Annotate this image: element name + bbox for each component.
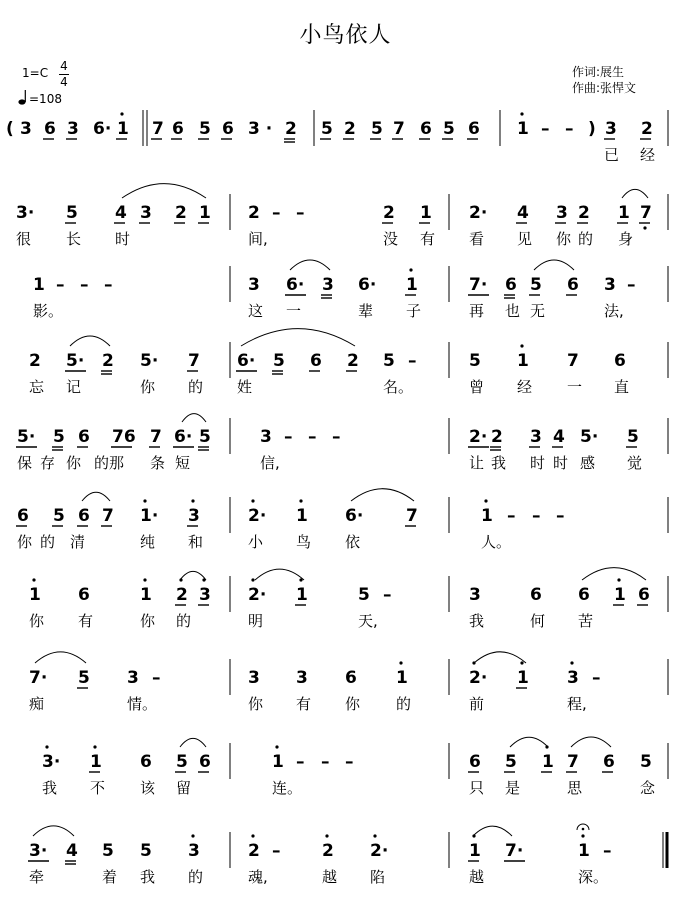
high-octave-dot bbox=[143, 578, 146, 581]
note: 1 bbox=[614, 585, 626, 605]
note: 6 bbox=[78, 427, 90, 447]
lyric: 牵 bbox=[29, 868, 45, 886]
high-octave-dot bbox=[545, 745, 548, 748]
lyric: 的那 bbox=[94, 454, 125, 472]
song-title: 小鸟依人 bbox=[299, 23, 392, 48]
lyric: 依 bbox=[345, 533, 361, 551]
note: 1 bbox=[296, 506, 308, 526]
note: – bbox=[332, 427, 341, 447]
note: 2 bbox=[29, 351, 41, 371]
slur-arc bbox=[351, 489, 414, 501]
high-octave-dot bbox=[120, 112, 123, 115]
note: – bbox=[308, 427, 317, 447]
high-octave-dot bbox=[251, 834, 254, 837]
note: 6 bbox=[468, 119, 480, 139]
lyric: 该 bbox=[140, 779, 156, 797]
slur-arc bbox=[70, 336, 110, 346]
lyric: 是 bbox=[505, 779, 521, 797]
note: 7· bbox=[29, 668, 48, 688]
note: 6 bbox=[17, 506, 29, 526]
note: 3 bbox=[188, 506, 200, 526]
lyric: 名。 bbox=[383, 378, 414, 396]
note: 4 bbox=[66, 841, 78, 861]
slur-arc bbox=[33, 826, 74, 836]
high-octave-dot bbox=[581, 834, 584, 837]
slur-arc bbox=[582, 568, 646, 580]
high-octave-dot bbox=[45, 745, 48, 748]
slur-arc bbox=[290, 260, 330, 270]
lyric: 连。 bbox=[272, 779, 303, 797]
note: 6 bbox=[222, 119, 234, 139]
lyric: 的 bbox=[40, 533, 56, 551]
high-octave-dot bbox=[93, 745, 96, 748]
note: 5 bbox=[443, 119, 455, 139]
lyric: 姓 bbox=[237, 378, 253, 396]
note: 3· bbox=[29, 841, 48, 861]
note: 1 bbox=[199, 203, 211, 223]
note: 1 bbox=[517, 668, 529, 688]
lyric: 身 bbox=[618, 230, 634, 248]
note: 1 bbox=[117, 119, 129, 139]
high-octave-dot bbox=[373, 834, 376, 837]
note: 5 bbox=[53, 427, 65, 447]
note: 6· bbox=[286, 275, 305, 295]
note: 4 bbox=[517, 203, 529, 223]
note: 2· bbox=[248, 506, 267, 526]
note: 5· bbox=[17, 427, 36, 447]
note: 5 bbox=[176, 752, 188, 772]
note: 7 bbox=[406, 506, 418, 526]
note: 2 bbox=[175, 203, 187, 223]
note: 5 bbox=[371, 119, 383, 139]
fermata-dot bbox=[582, 828, 585, 831]
slur-arc bbox=[473, 826, 512, 836]
composer: 作曲:张悍文 bbox=[572, 81, 637, 95]
lyric: 我 bbox=[42, 779, 58, 797]
lyric: 痴 bbox=[29, 695, 45, 713]
note: 7 bbox=[102, 506, 114, 526]
note: – bbox=[152, 668, 161, 688]
lyric: 的 bbox=[578, 230, 594, 248]
lyric: 天, bbox=[358, 612, 378, 630]
note: 3 bbox=[127, 668, 139, 688]
lyric: 经 bbox=[517, 378, 533, 396]
lyric: 辈 bbox=[358, 302, 374, 320]
high-octave-dot bbox=[520, 661, 523, 664]
lyric: 有 bbox=[296, 695, 312, 713]
note: 3 bbox=[67, 119, 79, 139]
note: 2 bbox=[491, 427, 503, 447]
lyric: 留 bbox=[176, 779, 192, 797]
note: 6 bbox=[567, 275, 579, 295]
lyric: 已 bbox=[604, 146, 620, 164]
lyric: 越 bbox=[322, 868, 338, 886]
note: ( bbox=[6, 119, 14, 139]
lyric: 曾 bbox=[469, 378, 485, 396]
note: 2 bbox=[383, 203, 395, 223]
lyric: 让 bbox=[469, 454, 485, 472]
note: 6 bbox=[603, 752, 615, 772]
note: 3 bbox=[556, 203, 568, 223]
lyric: 忘 bbox=[29, 378, 45, 396]
lyric: 再 bbox=[469, 302, 485, 320]
high-octave-dot bbox=[409, 268, 412, 271]
lyric: 我 bbox=[491, 454, 507, 472]
note: 1 bbox=[406, 275, 418, 295]
note: 2 bbox=[641, 119, 653, 139]
note: 5 bbox=[321, 119, 333, 139]
lyric: 你 bbox=[556, 230, 572, 248]
lyric: 魂, bbox=[248, 868, 268, 886]
lyric: 和 bbox=[188, 533, 204, 551]
note: 5 bbox=[273, 351, 285, 371]
note: – bbox=[627, 275, 636, 295]
note: 3 bbox=[605, 119, 617, 139]
note: – bbox=[556, 506, 565, 526]
note: – bbox=[565, 119, 574, 139]
slur-arc bbox=[241, 329, 355, 346]
lyric: 鸟 bbox=[296, 533, 312, 551]
note: 1 bbox=[140, 585, 152, 605]
note: 7 bbox=[640, 203, 652, 223]
note: 5 bbox=[530, 275, 542, 295]
lyric: 影。 bbox=[33, 302, 64, 320]
note: – bbox=[296, 203, 305, 223]
high-octave-dot bbox=[191, 834, 194, 837]
note: 6 bbox=[614, 351, 626, 371]
note: 1 bbox=[481, 506, 493, 526]
note: 5 bbox=[53, 506, 65, 526]
note: 1 bbox=[396, 668, 408, 688]
lyric: 明 bbox=[248, 612, 264, 630]
lyric: 有 bbox=[420, 230, 436, 248]
note: 3 bbox=[604, 275, 616, 295]
lyric: 的 bbox=[188, 378, 204, 396]
key-signature: 1=C bbox=[22, 66, 49, 80]
lyric: 长 bbox=[66, 230, 82, 248]
note: 6· bbox=[358, 275, 377, 295]
note: 5 bbox=[199, 119, 211, 139]
slur-arc bbox=[255, 569, 304, 580]
note: – bbox=[296, 752, 305, 772]
lyric: 直 bbox=[614, 378, 630, 396]
lyricist: 作词:展生 bbox=[572, 65, 625, 79]
note: 2· bbox=[370, 841, 389, 861]
note: 5· bbox=[140, 351, 159, 371]
note: 6 bbox=[345, 668, 357, 688]
note: 6 bbox=[578, 585, 590, 605]
note: 3 bbox=[199, 585, 211, 605]
note: 3· bbox=[42, 752, 61, 772]
note: – bbox=[321, 752, 330, 772]
note: 3 bbox=[322, 275, 334, 295]
lyric: 你 bbox=[345, 695, 361, 713]
slur-arc bbox=[182, 414, 206, 422]
note: 6· bbox=[174, 427, 193, 447]
lyric: 深。 bbox=[578, 868, 609, 886]
note: 2· bbox=[469, 668, 488, 688]
note: 5 bbox=[78, 668, 90, 688]
note: 2 bbox=[578, 203, 590, 223]
note: 5 bbox=[383, 351, 395, 371]
time-signature-bottom: 4 bbox=[60, 75, 68, 89]
lyric: 何 bbox=[530, 612, 546, 630]
note: – bbox=[592, 668, 601, 688]
note: – bbox=[532, 506, 541, 526]
lyric: 没 bbox=[383, 230, 399, 248]
note: 5 bbox=[140, 841, 152, 861]
note: 3 bbox=[296, 668, 308, 688]
lyric: 你 bbox=[248, 695, 264, 713]
slur-arc bbox=[180, 738, 206, 747]
note: 1 bbox=[542, 752, 554, 772]
high-octave-dot bbox=[251, 499, 254, 502]
note: 7· bbox=[505, 841, 524, 861]
lyric: 时 bbox=[530, 454, 546, 472]
lyric: 纯 bbox=[140, 533, 156, 551]
lyric: 很 bbox=[16, 230, 32, 248]
slur-arc bbox=[571, 737, 611, 747]
lyric: 着 bbox=[102, 868, 118, 886]
lyric: 程, bbox=[567, 695, 587, 713]
note: 76 bbox=[112, 427, 136, 447]
note: 1 bbox=[517, 351, 529, 371]
note: – bbox=[383, 585, 392, 605]
note: 2· bbox=[469, 427, 488, 447]
note: 5 bbox=[469, 351, 481, 371]
note: 3 bbox=[469, 585, 481, 605]
note: 6 bbox=[44, 119, 56, 139]
lyric: 保 bbox=[17, 454, 33, 472]
lyric: 一 bbox=[567, 378, 583, 396]
lyric: 短 bbox=[175, 454, 191, 472]
lyric: 时 bbox=[553, 454, 569, 472]
note: 1 bbox=[272, 752, 284, 772]
lyric: 有 bbox=[78, 612, 94, 630]
slur-arc bbox=[35, 652, 86, 663]
note: 5 bbox=[66, 203, 78, 223]
lyric: 时 bbox=[115, 230, 131, 248]
slur-arc bbox=[180, 571, 206, 580]
note: 4 bbox=[115, 203, 127, 223]
lyric: 你 bbox=[140, 378, 156, 396]
lyric: 我 bbox=[140, 868, 156, 886]
note: 2 bbox=[344, 119, 356, 139]
note: 5· bbox=[66, 351, 85, 371]
lyric: 一 bbox=[286, 302, 302, 320]
slur-arc bbox=[122, 184, 206, 198]
note: 1 bbox=[618, 203, 630, 223]
high-octave-dot bbox=[143, 499, 146, 502]
slur-arc bbox=[534, 260, 574, 270]
note: 3 bbox=[530, 427, 542, 447]
lyric: 不 bbox=[90, 779, 106, 797]
note: 6 bbox=[310, 351, 322, 371]
lyric: 苦 bbox=[578, 612, 594, 630]
note: – bbox=[272, 203, 281, 223]
lyric: 记 bbox=[66, 378, 82, 396]
note: 2 bbox=[248, 203, 260, 223]
note: 4 bbox=[553, 427, 565, 447]
note: 6 bbox=[638, 585, 650, 605]
note: 7· bbox=[469, 275, 488, 295]
tempo-value: =108 bbox=[29, 92, 62, 106]
note: – bbox=[345, 752, 354, 772]
note: 6· bbox=[345, 506, 364, 526]
slur-arc bbox=[622, 189, 648, 198]
lyric: 你 bbox=[140, 612, 156, 630]
slur-arc bbox=[82, 492, 110, 501]
lyric: 的 bbox=[176, 612, 192, 630]
lyric: 无 bbox=[530, 302, 546, 320]
note: 2· bbox=[469, 203, 488, 223]
lyric: 看 bbox=[469, 230, 485, 248]
note: 2 bbox=[285, 119, 297, 139]
note: 2 bbox=[102, 351, 114, 371]
note: 6 bbox=[469, 752, 481, 772]
note: 1 bbox=[296, 585, 308, 605]
lyric: 你 bbox=[17, 533, 33, 551]
note: 5 bbox=[640, 752, 652, 772]
note: – bbox=[80, 275, 89, 295]
note: – bbox=[541, 119, 550, 139]
note: 2· bbox=[248, 585, 267, 605]
lyric: 间, bbox=[248, 230, 268, 248]
lyric: 条 bbox=[150, 454, 166, 472]
note: 2 bbox=[176, 585, 188, 605]
lyric: 感 bbox=[580, 454, 596, 472]
high-octave-dot bbox=[484, 499, 487, 502]
note: 1 bbox=[517, 119, 529, 139]
high-octave-dot bbox=[299, 499, 302, 502]
note: 3 bbox=[20, 119, 32, 139]
note: 6 bbox=[78, 506, 90, 526]
lyric: 的 bbox=[188, 868, 204, 886]
note: 1 bbox=[33, 275, 45, 295]
note: 7 bbox=[152, 119, 164, 139]
note: 6 bbox=[420, 119, 432, 139]
note: 5 bbox=[358, 585, 370, 605]
slur-arc bbox=[474, 652, 526, 663]
note: 3 bbox=[567, 668, 579, 688]
high-octave-dot bbox=[325, 834, 328, 837]
high-octave-dot bbox=[520, 344, 523, 347]
note: 6 bbox=[505, 275, 517, 295]
note: – bbox=[56, 275, 65, 295]
note: 6· bbox=[93, 119, 112, 139]
note: 3 bbox=[248, 668, 260, 688]
lyric: 见 bbox=[517, 230, 533, 248]
note: – bbox=[104, 275, 113, 295]
lyric: 我 bbox=[469, 612, 485, 630]
high-octave-dot bbox=[32, 578, 35, 581]
lyric: 陷 bbox=[370, 868, 386, 886]
high-octave-dot bbox=[191, 499, 194, 502]
lyric: 法, bbox=[604, 302, 624, 320]
note: 3 bbox=[140, 203, 152, 223]
note: 5 bbox=[199, 427, 211, 447]
note: 3· bbox=[16, 203, 35, 223]
note: 7 bbox=[188, 351, 200, 371]
note: 5 bbox=[627, 427, 639, 447]
note: ) bbox=[588, 119, 596, 139]
note: – bbox=[507, 506, 516, 526]
lyric: 也 bbox=[505, 302, 521, 320]
lyric: 这 bbox=[248, 302, 264, 320]
note: 2 bbox=[322, 841, 334, 861]
lyric: 子 bbox=[406, 302, 422, 320]
note: 1 bbox=[29, 585, 41, 605]
note: 7 bbox=[567, 752, 579, 772]
lyric: 你 bbox=[66, 454, 82, 472]
time-signature-top: 4 bbox=[60, 59, 68, 73]
note: 3 bbox=[248, 275, 260, 295]
high-octave-dot bbox=[399, 661, 402, 664]
slur-arc bbox=[510, 737, 548, 747]
lyric: 经 bbox=[640, 146, 656, 164]
note: – bbox=[603, 841, 612, 861]
low-octave-dot bbox=[643, 226, 646, 229]
lyric: 人。 bbox=[481, 533, 512, 551]
note: 7 bbox=[150, 427, 162, 447]
note: 2 bbox=[347, 351, 359, 371]
note: 1 bbox=[578, 841, 590, 861]
note: – bbox=[272, 841, 281, 861]
high-octave-dot bbox=[275, 745, 278, 748]
high-octave-dot bbox=[570, 661, 573, 664]
note: 6 bbox=[172, 119, 184, 139]
high-octave-dot bbox=[251, 578, 254, 581]
note: – bbox=[284, 427, 293, 447]
note: 5· bbox=[580, 427, 599, 447]
lyric: 信, bbox=[260, 454, 280, 472]
lyric: 念 bbox=[640, 779, 656, 797]
lyric: 情。 bbox=[127, 695, 158, 713]
lyric: 你 bbox=[29, 612, 45, 630]
lyric: 觉 bbox=[627, 454, 643, 472]
note: 3 · bbox=[248, 119, 273, 139]
note: 3 bbox=[260, 427, 272, 447]
high-octave-dot bbox=[520, 112, 523, 115]
note: 1 bbox=[469, 841, 481, 861]
note: 3 bbox=[188, 841, 200, 861]
lyric: 前 bbox=[469, 695, 485, 713]
note: 5 bbox=[102, 841, 114, 861]
note: 6 bbox=[140, 752, 152, 772]
note: 1 bbox=[420, 203, 432, 223]
note: 7 bbox=[567, 351, 579, 371]
lyric: 越 bbox=[469, 868, 485, 886]
note: 2 bbox=[248, 841, 260, 861]
high-octave-dot bbox=[617, 578, 620, 581]
note: 5 bbox=[505, 752, 517, 772]
lyric: 的 bbox=[396, 695, 412, 713]
note: 7 bbox=[393, 119, 405, 139]
note: – bbox=[408, 351, 417, 371]
note: 1 bbox=[90, 752, 102, 772]
lyric: 思 bbox=[567, 779, 583, 797]
note: 6 bbox=[78, 585, 90, 605]
lyric: 存 bbox=[40, 454, 56, 472]
lyric: 只 bbox=[469, 779, 485, 797]
lyric: 小 bbox=[248, 533, 264, 551]
note: 1· bbox=[140, 506, 159, 526]
lyric: 清 bbox=[70, 533, 86, 551]
note: 6 bbox=[530, 585, 542, 605]
note: 6 bbox=[199, 752, 211, 772]
note: 6· bbox=[237, 351, 256, 371]
